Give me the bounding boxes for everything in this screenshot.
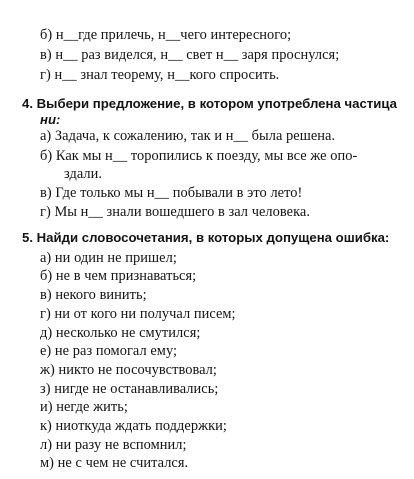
q5-option-l: л) ни разу не вспомнил; bbox=[40, 437, 187, 453]
q5-option-e: е) не раз помогал ему; bbox=[40, 343, 178, 359]
option-b-top: б) н__где прилечь, н__чего интересного; bbox=[40, 27, 292, 43]
q5-option-d: д) несколько не смутился; bbox=[40, 325, 201, 341]
q4-option-b-continued: здали. bbox=[64, 166, 103, 182]
q5-option-z: з) нигде не останавливались; bbox=[40, 381, 219, 397]
q5-option-zh: ж) никто не посочувствовал; bbox=[40, 362, 217, 378]
question-5-title: 5. Найди словосочетания, в которых допущена ошибка: bbox=[22, 230, 390, 245]
q5-option-a: а) ни один не пришел; bbox=[40, 250, 177, 266]
q5-option-b: б) не в чем признаваться; bbox=[40, 268, 197, 284]
question-4-subtitle: ни: bbox=[40, 112, 61, 127]
q4-option-v: в) Где только мы н__ побывали в это лето! bbox=[40, 185, 303, 201]
q4-option-g: г) Мы н__ знали вошедшего в зал человека. bbox=[40, 204, 310, 220]
option-g-top: г) н__ знал теорему, н__кого спросить. bbox=[40, 67, 280, 83]
q5-option-g: г) ни от кого ни получал писем; bbox=[40, 306, 236, 322]
q5-option-i: и) негде жить; bbox=[40, 399, 128, 415]
question-4-title: 4. Выбери предложение, в котором употреблена частица bbox=[22, 96, 397, 111]
q5-option-v: в) некого винить; bbox=[40, 287, 147, 303]
option-v-top: в) н__ раз виделся, н__ свет н__ заря проснулся; bbox=[40, 47, 340, 63]
q4-option-b: б) Как мы н__ торопились к поезду, мы все же опо- bbox=[40, 148, 358, 164]
q4-option-a: а) Задача, к сожалению, так и н__ была решена. bbox=[40, 128, 336, 144]
q5-option-m: м) не с чем не считался. bbox=[40, 455, 189, 471]
q5-option-k: к) ниоткуда ждать поддержки; bbox=[40, 418, 227, 434]
